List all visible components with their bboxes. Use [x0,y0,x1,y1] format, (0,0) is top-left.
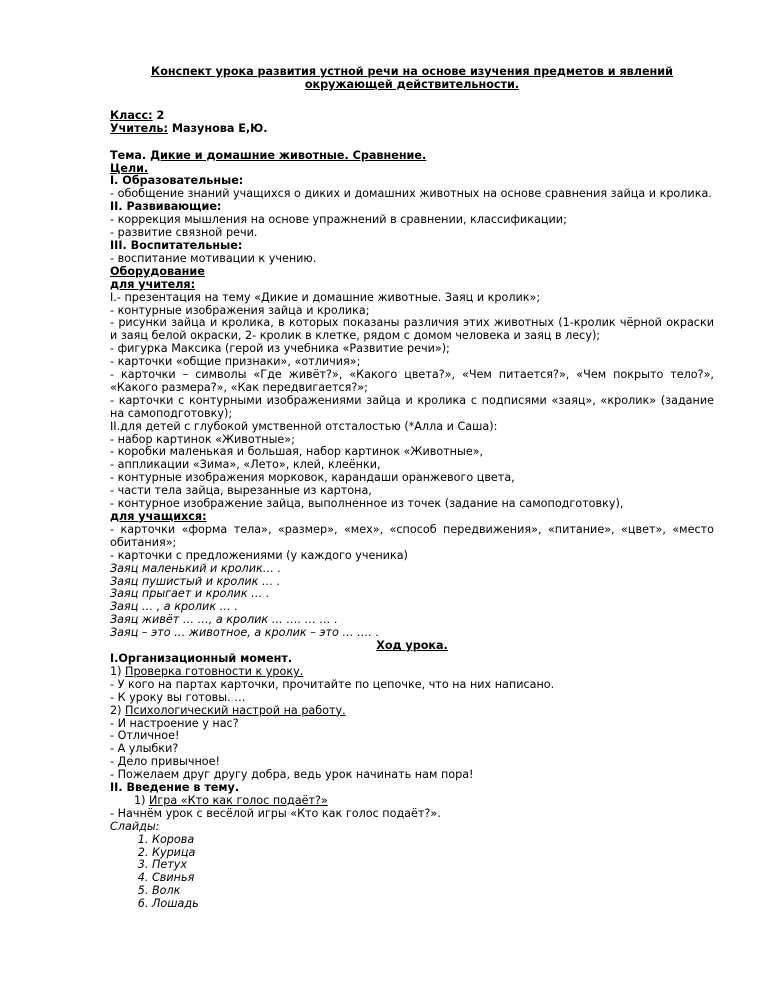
step1-number: 1) [110,664,126,678]
equipment-item: - контурные изображения зайца и кролика; [110,303,370,317]
teacher-label: Учитель: [110,121,168,135]
special-item: - коробки маленькая и большая, набор картинок «Животные», [110,445,484,459]
sentence-card: Заяц прыгает и кролик … . [110,587,270,601]
equipment-item: - фигурка Максика (герой из учебника «Развитие речи»); [110,342,450,356]
special-intro: II.для детей с глубокой умственной отсталостью (*Алла и Саша): [110,419,498,433]
equipment-item: - карточки «общие признаки», «отличия»; [110,355,361,369]
sentence-card: Заяц живёт … …, а кролик … …. … … . [110,613,338,627]
slide-item: 6. Лошадь [152,898,714,911]
edu-heading: I. Образовательные: [110,174,244,188]
sentence-card: Заяц … , а кролик … . [110,600,238,614]
class-value: 2 [152,108,165,122]
up-heading: III. Воспитательные: [110,238,243,252]
step2-number: 2) [110,703,126,717]
sentence-card: Заяц маленький и кролик… . [110,561,282,575]
special-item: - набор картинок «Животные»; [110,432,295,446]
step2-text: - Дело привычное! [110,755,221,769]
equipment-item: I.- презентация на тему «Дикие и домашние животные. Заяц и кролик»; [110,290,541,304]
special-item: - части тела зайца, вырезанные из картона, [110,484,372,498]
org-heading: I.Организационный момент. [110,651,293,665]
game-title: Игра «Кто как голос подаёт?» [149,793,328,807]
equipment-item: - карточки с контурными изображениями зайца и кролика с подписями «заяц», «кролик» (задание на самоподготовку); [110,393,714,420]
step1-text: - К уроку вы готовы. … [110,690,246,704]
step2-text: - А улыбки? [110,742,179,756]
step1-text: - У кого на партах карточки, прочитайте по цепочке, что на них написано. [110,677,555,691]
goals-heading: Цели. [110,161,149,175]
edu-text: - обобщение знаний учащихся о диких и домашних животных на основе сравнения зайца и кролика. [110,187,712,201]
topic-line [110,150,714,163]
dev-item: - коррекция мышления на основе упражнений в сравнении, классификации; [110,213,567,227]
slide-item: 3. Петух [152,859,714,872]
teacher-line [110,123,714,136]
students-item: - карточки с предложениями (у каждого ученика) [110,548,408,562]
sentence-card: Заяц пушистый и кролик … . [110,574,281,588]
step2-title: Психологический настрой на работу. [125,703,346,717]
special-item: - аппликации «Зима», «Лето», клей, клеёнки, [110,458,381,472]
step2-line [110,705,714,718]
topic-value: Дикие и домашние животные. Сравнение. [150,148,427,162]
special-item: - контурное изображение зайца, выполненное из точек (задание на самоподготовку), [110,497,624,511]
equipment-heading: Оборудование [110,264,205,278]
step2-text: - Пожелаем друг другу добра, ведь урок начинать нам пора! [110,768,474,782]
slide-item: 4. Свинья [152,872,714,885]
game-number: 1) [134,793,150,807]
game-line [110,795,714,808]
students-item: - карточки «форма тела», «размер», «мех», «способ передвижения», «питание», «цвет», «место обитания»; [110,522,714,549]
special-item: - контурные изображения морковок, карандаши оранжевого цвета, [110,471,515,485]
dev-item: - развитие связной речи. [110,226,258,240]
slide-item: 5. Волк [152,885,714,898]
sentence-card: Заяц – это … животное, а кролик – это … …. . [110,626,379,640]
topic-label: Тема. [110,148,151,162]
game-text: - Начнём урок с весёлой игры «Кто как голос подаёт?». [110,806,441,820]
step1-line [110,666,714,679]
slide-item: 1. Корова [152,834,714,847]
class-label: Класс: [110,108,153,122]
slides-label: Слайды: [110,819,160,833]
slide-item: 2. Курица [152,847,714,860]
step1-title: Проверка готовности к уроку. [125,664,304,678]
students-heading: для учащихся: [110,510,207,523]
equipment-item: - карточки – символы «Где живёт?», «Какого цвета?», «Чем питается?», «Чем покрыто тело?», «Какого размера?», «Как передвигается?»; [110,368,714,394]
teacher-equipment-heading: для учителя: [110,277,196,291]
dev-heading: II. Развивающие: [110,200,222,214]
up-item: - воспитание мотивации к учению. [110,251,317,265]
teacher-value: Мазунова Е,Ю. [167,121,268,135]
step2-text: - Отличное! [110,729,180,743]
lesson-heading: Ход урока. [376,639,448,653]
document-page [110,66,714,911]
slides-list [110,834,714,911]
document-title: Конспект урока развития устной речи на основе изучения предметов и явлений окружающей действительности. [151,65,673,91]
equipment-item: - рисунки зайца и кролика, в которых показаны различия этих животных (1-кролик чёрной окраски и заяц белой окраски, 2- кролик в клетке, рядом с домом человека и заяц в лесу); [110,316,714,343]
step2-text: - И настроение у нас? [110,716,239,730]
intro-heading: II. Введение в тему. [110,781,240,795]
